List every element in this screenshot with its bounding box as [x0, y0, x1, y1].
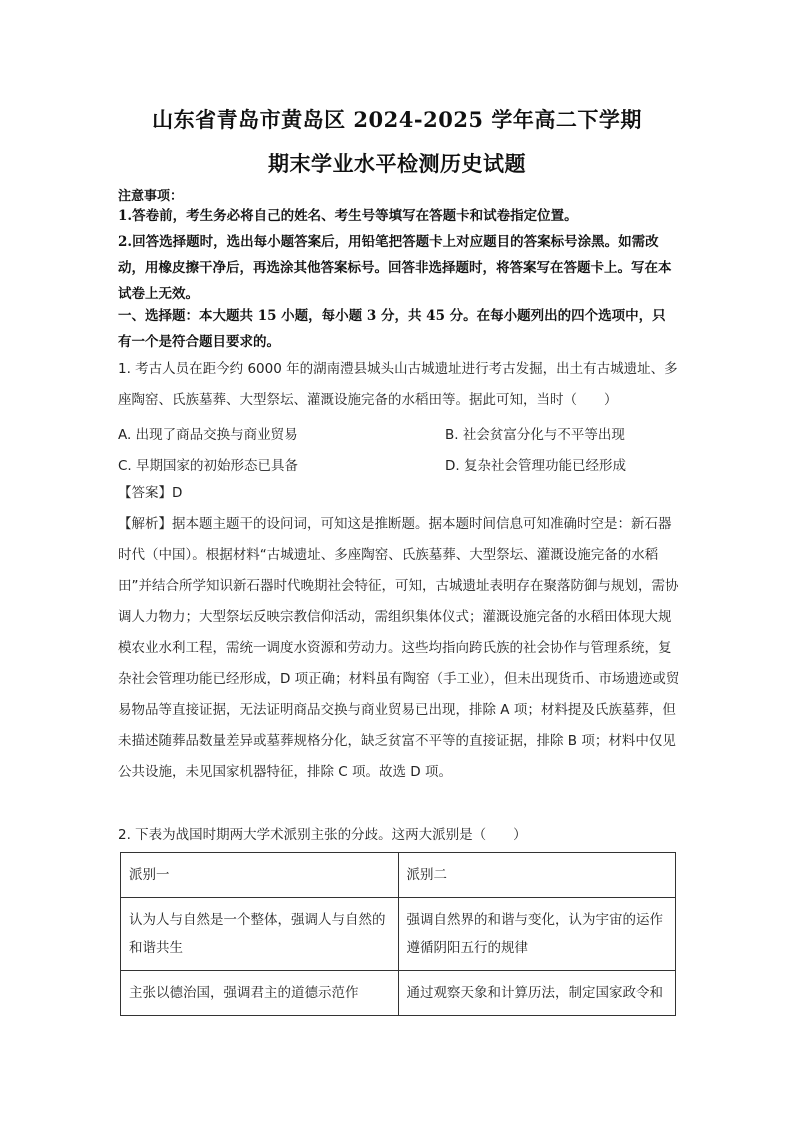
table-header-cell: 派别一: [121, 853, 399, 898]
table-header-cell: 派别二: [398, 853, 676, 898]
exam-title-line2: 期末学业水平检测历史试题: [268, 151, 526, 176]
q1-answer: 【答案】D: [118, 485, 183, 501]
table-cell: 主张以德治国，强调君主的道德示范作: [121, 971, 399, 1016]
table-row: [121, 971, 676, 1016]
q1-option-a: A. 出现了商品交换与商业贸易: [118, 427, 298, 443]
q1-analysis: 【解析】据本题主题干的设问词，可知这是推断题。据本题时间信息可知准确时空是：新石器时代（中国）。根据材料“古城遗址、多座陶窑、氏族墓葬、大型祭坛、灌溉设施完备的水稻田”并结合所学知识新石器时代晚期社会特征，可知，古城遗址表明存在聚落防御与规划，需协调人力物力；大型祭坛反映宗教信仰活动，需组织集体仪式；灌溉设施完备的水稻田体现大规模农业水利工程，需统一调度水资源和劳动力。这些均指向跨氏族的社会协作与管理系统，复杂社会管理功能已经形成，D 项正确；材料虽有陶窑（手工业），但未出现货币、市场遗迹或贸易物品等直接证据，无法证明商品交换与商业贸易已出现，排除 A 项；材料提及氏族墓葬，但未描述随葬品数量差异或墓葬规格分化，缺乏贫富不平等的直接证据，排除 B 项；材料中仅见公共设施，未见国家机器特征，排除 C 项。故选 D 项。: [118, 516, 680, 780]
question-1-stem: 1. 考古人员在距今约 6000 年的湖南澧县城头山古城遗址进行考古发掘，出土有古城遗址、多座陶窑、氏族墓葬、大型祭坛、灌溉设施完备的水稻田等。据此可知，当时（ ）: [118, 361, 678, 408]
notice-heading: 注意事项：: [118, 189, 184, 204]
notice-item-1: 1.答卷前，考生务必将自己的姓名、考生号等填写在答题卡和试卷指定位置。: [118, 208, 578, 224]
table-cell: 认为人与自然是一个整体，强调人与自然的和谐共生: [121, 898, 399, 971]
question-2-stem: 2. 下表为战国时期两大学术派别主张的分歧。这两大派别是（ ）: [118, 827, 527, 843]
q1-option-b: B. 社会贫富分化与不平等出现: [445, 427, 625, 443]
table-header-row: [121, 853, 676, 898]
section-heading-choice: 一、选择题：本大题共 15 小题，每小题 3 分，共 45 分。在每小题列出的四个选项中，只有一个是符合题目要求的。: [118, 308, 666, 350]
q1-option-d: D. 复杂社会管理功能已经形成: [445, 458, 626, 474]
table-row: [121, 898, 676, 971]
school-comparison-table: [120, 852, 676, 1016]
notice-item-2: 2.回答选择题时，选出每小题答案后，用铅笔把答题卡上对应题目的答案标号涂黑。如需改动，用橡皮擦干净后，再选涂其他答案标号。回答非选择题时，将答案写在答题卡上。写在本试卷上无效。: [118, 234, 672, 302]
q1-option-c: C. 早期国家的初始形态已具备: [118, 458, 299, 474]
exam-title-line1: 山东省青岛市黄岛区 2024-2025 学年高二下学期: [152, 107, 642, 132]
table-cell: 通过观察天象和计算历法，制定国家政令和: [398, 971, 676, 1016]
table-cell: 强调自然界的和谐与变化，认为宇宙的运作遵循阴阳五行的规律: [398, 898, 676, 971]
